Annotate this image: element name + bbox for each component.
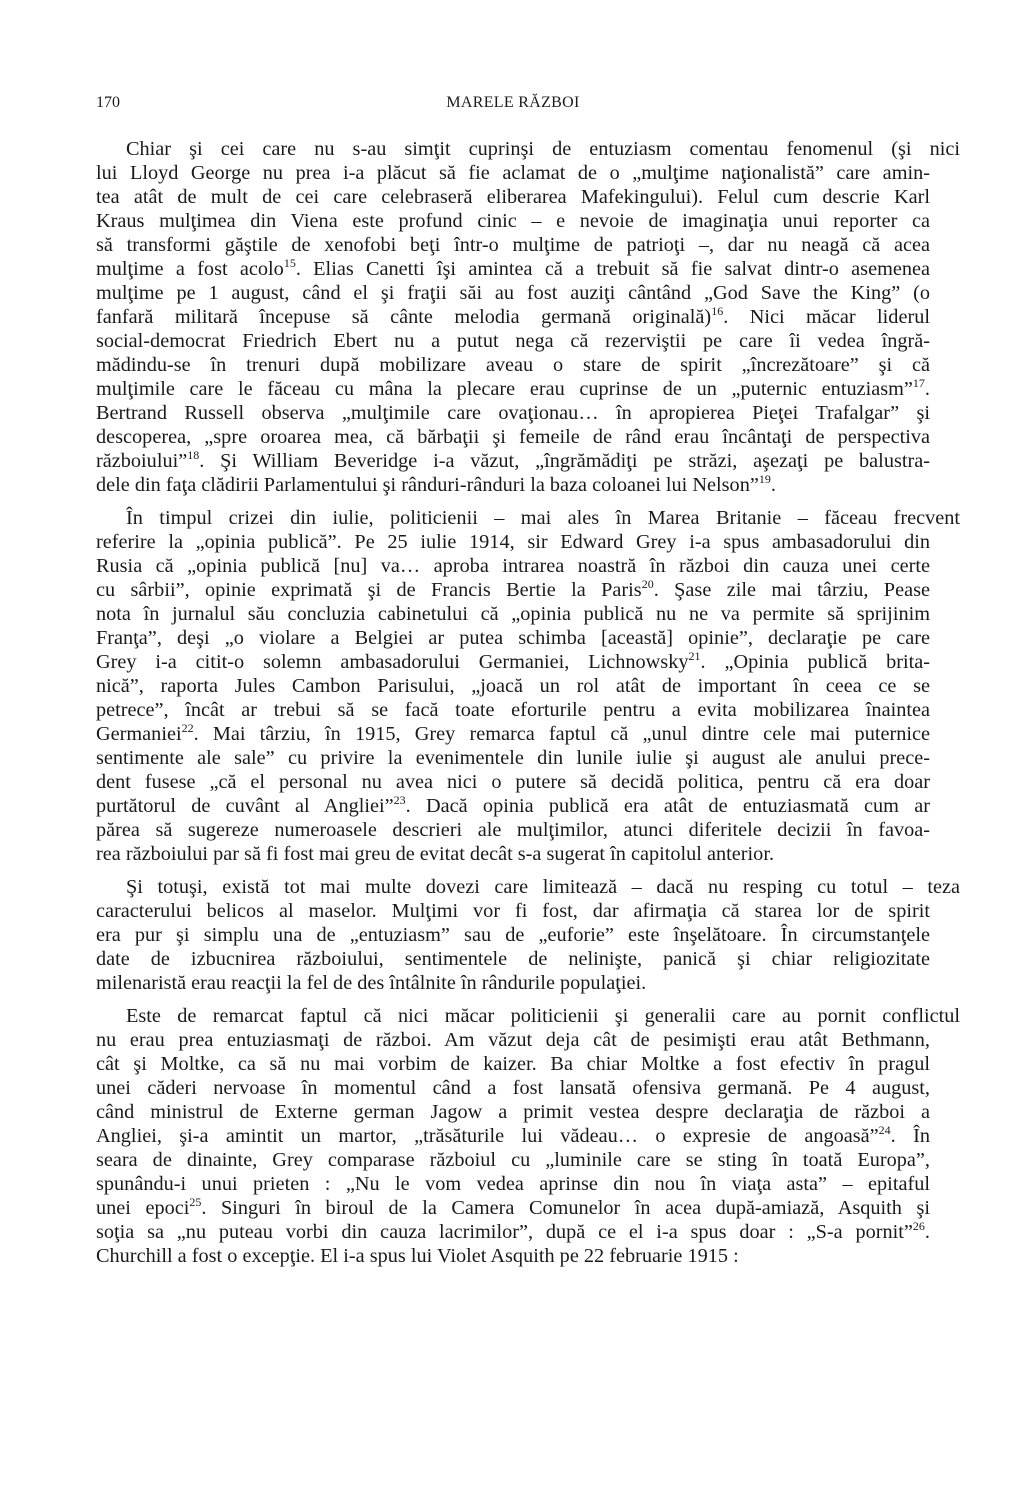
text-line: Franţa”, deşi „o violare a Belgiei ar putea schimba [această] opinie”, declaraţie pe care bbox=[96, 627, 930, 649]
text-line: cât şi Moltke, ca să nu mai vorbim de kaizer. Ba chiar Moltke a fost efectiv în pragul bbox=[96, 1053, 930, 1075]
text-line: mulţime a fost acolo$^{15}$. Elias Canetti îşi amintea că a trebuit să fie salvat dintr-o asemenea bbox=[96, 256, 930, 280]
text-line: date de izbucnirea războiului, sentimentele de nelinişte, panică şi chiar religiozitate bbox=[96, 948, 930, 970]
text-line: părea să sugereze numeroasele descrieri ale mulţimilor, atunci diferitele decizii în favoa- bbox=[96, 819, 930, 841]
text-line: fanfară militară începuse să cânte melodia germană originală)$^{16}$. Nici măcar liderul bbox=[96, 304, 930, 328]
text-line: să transformi găştile de xenofobi beţi într-o mulţime de patrioţi –, dar nu neagă că acea bbox=[96, 234, 930, 256]
text-line: Rusia că „opinia publică [nu] va… aproba intrarea noastră în război din cauza unei certe bbox=[96, 555, 930, 577]
text-line: războiului”$^{18}$. Şi William Beveridge i-a văzut, „îngrămădiţi pe străzi, aşezaţi pe balustra- bbox=[96, 448, 930, 472]
page-number: 170 bbox=[96, 94, 120, 111]
paragraph bbox=[96, 875, 960, 995]
text-line: petrece”, încât ar trebui să se facă toate eforturile pentru a evita mobilizarea înaintea bbox=[96, 699, 930, 721]
body-text bbox=[96, 137, 960, 1268]
footnote-marker[interactable]: 20 bbox=[641, 577, 654, 591]
footnote-marker[interactable]: 26 bbox=[912, 1219, 925, 1233]
footnote-marker[interactable]: 19 bbox=[758, 472, 771, 486]
paragraph-gap bbox=[96, 995, 930, 1004]
paragraph-gap bbox=[96, 497, 930, 506]
text-line: dele din faţa clădirii Parlamentului şi rânduri-rânduri la baza coloanei lui Nelson”$^{19}$. bbox=[96, 472, 776, 496]
text-line: seara de dinainte, Grey comparase războiul cu „luminile care se sting în toată Europa”, bbox=[96, 1149, 930, 1171]
text-line: când ministrul de Externe german Jagow a primit vestea despre declaraţia de război a bbox=[96, 1101, 930, 1123]
footnote-marker[interactable]: 16 bbox=[711, 304, 724, 318]
paragraph bbox=[96, 137, 960, 497]
text-line: nu erau prea entuziasmaţi de război. Am văzut deja cât de pesimişti erau atât Bethmann, bbox=[96, 1029, 930, 1051]
running-header bbox=[96, 94, 930, 116]
text-line: purtătorul de cuvânt al Angliei”$^{23}$. Dacă opinia publică era atât de entuziasmată cum ar bbox=[96, 793, 930, 817]
text-line: dent fusese „că el personal nu avea nici o putere să decidă politica, pentru că era doar bbox=[96, 771, 930, 793]
text-line: spunându-i unui prieten : „Nu le vom vedea aprinse din nou în viaţa asta” – epitaful bbox=[96, 1173, 930, 1195]
footnote-marker[interactable]: 15 bbox=[283, 256, 296, 270]
text-line: unei căderi nervoase în momentul când a fost lansată ofensiva germană. Pe 4 august, bbox=[96, 1077, 930, 1099]
text-line: milenaristă erau reacţii la fel de des întâlnite în rândurile populaţiei. bbox=[96, 972, 647, 994]
text-line: Churchill a fost o excepţie. El i-a spus lui Violet Asquith pe 22 februarie 1915 : bbox=[96, 1245, 739, 1267]
text-line: Este de remarcat faptul că nici măcar politicienii şi generalii care au pornit conflictul bbox=[126, 1005, 960, 1027]
text-line: mădindu-se în trenuri după mobilizare aveau o stare de spirit „încrezătoare” şi că bbox=[96, 354, 930, 376]
text-line: descoperea, „spre oroarea mea, că bărbaţii şi femeile de rând erau încântaţi de perspectiva bbox=[96, 426, 930, 448]
footnote-marker[interactable]: 24 bbox=[878, 1123, 891, 1137]
paragraph bbox=[96, 1004, 960, 1268]
text-line: Angliei, şi-a amintit un martor, „trăsăturile lui vădeau… o expresie de angoasă”$^{24}$. În bbox=[96, 1123, 930, 1147]
footnote-marker[interactable]: 23 bbox=[393, 793, 406, 807]
text-line: mulţime pe 1 august, când el şi fraţii săi au fost auziţi cântând „God Save the King” (o bbox=[96, 282, 930, 304]
text-line: tea atât de mult de cei care celebraseră eliberarea Mafekingului). Felul cum descrie Karl bbox=[96, 186, 930, 208]
text-line: nota în jurnalul său concluzia cabinetului că „opinia publică nu ne va permite să sprijinim bbox=[96, 603, 930, 625]
text-line: mulţimile care le făceau cu mâna la plecare erau cuprinse de un „puternic entuziasm”$^{17}$. bbox=[96, 376, 930, 400]
footnote-marker[interactable]: 22 bbox=[181, 721, 194, 735]
text-line: În timpul crizei din iulie, politicienii – mai ales în Marea Britanie – făceau frecvent bbox=[126, 507, 960, 529]
text-line: nică”, raporta Jules Cambon Parisului, „joacă un rol atât de important în ceea ce se bbox=[96, 675, 930, 697]
text-line: referire la „opinia publică”. Pe 25 iulie 1914, sir Edward Grey i-a spus ambasadorului din bbox=[96, 531, 930, 553]
footnote-marker[interactable]: 21 bbox=[688, 649, 701, 663]
paragraph-gap bbox=[96, 866, 930, 875]
paragraph bbox=[96, 506, 960, 866]
text-line: Kraus mulţimea din Viena este profund cinic – e nevoie de imaginaţia unui reporter ca bbox=[96, 210, 930, 232]
text-line: rea războiului par să fi fost mai greu de evitat decât s-a sugerat în capitolul anterior. bbox=[96, 843, 775, 865]
text-line: soţia sa „nu puteau vorbi din cauza lacrimilor”, după ce el i-a spus doar : „S-a pornit”$^{26}$. bbox=[96, 1219, 930, 1243]
running-title: MARELE RĂZBOI bbox=[446, 94, 580, 111]
text-line: Bertrand Russell observa „mulţimile care ovaţionau… în apropierea Pieţei Trafalgar” şi bbox=[96, 402, 930, 424]
text-line: cu sârbii”, opinie exprimată şi de Francis Bertie la Paris$^{20}$. Şase zile mai târziu, Pease bbox=[96, 577, 930, 601]
text-line: social-democrat Friedrich Ebert nu a putut nega că rezerviştii pe care îi vedea îngră- bbox=[96, 330, 930, 352]
footnote-marker[interactable]: 17 bbox=[912, 376, 925, 390]
text-line: unei epoci$^{25}$. Singuri în biroul de la Camera Comunelor în acea după-amiază, Asquith şi bbox=[96, 1195, 930, 1219]
text-line: sentimente ale sale” cu privire la evenimentele din lunile iulie şi august ale anului prece- bbox=[96, 747, 930, 769]
text-line: era pur şi simplu una de „entuziasm” sau de „euforie” este înşelătoare. În circumstanţele bbox=[96, 924, 930, 946]
text-line: Germaniei$^{22}$. Mai târziu, în 1915, Grey remarca faptul că „unul dintre cele mai puternice bbox=[96, 721, 930, 745]
text-line: Grey i-a citit-o solemn ambasadorului Germaniei, Lichnowsky$^{21}$. „Opinia publică brita- bbox=[96, 649, 930, 673]
text-line: Şi totuşi, există tot mai multe dovezi care limitează – dacă nu resping cu totul – teza bbox=[126, 876, 960, 898]
text-line: caracterului belicos al maselor. Mulţimi vor fi fost, dar afirmaţia că starea lor de spirit bbox=[96, 900, 930, 922]
footnote-marker[interactable]: 25 bbox=[189, 1195, 202, 1209]
footnote-marker[interactable]: 18 bbox=[187, 448, 200, 462]
text-line: Chiar şi cei care nu s-au simţit cuprinşi de entuziasm comentau fenomenul (şi nici bbox=[126, 138, 960, 160]
text-line: lui Lloyd George nu prea i-a plăcut să fie aclamat de o „mulţime naţionalistă” care amin- bbox=[96, 162, 930, 184]
